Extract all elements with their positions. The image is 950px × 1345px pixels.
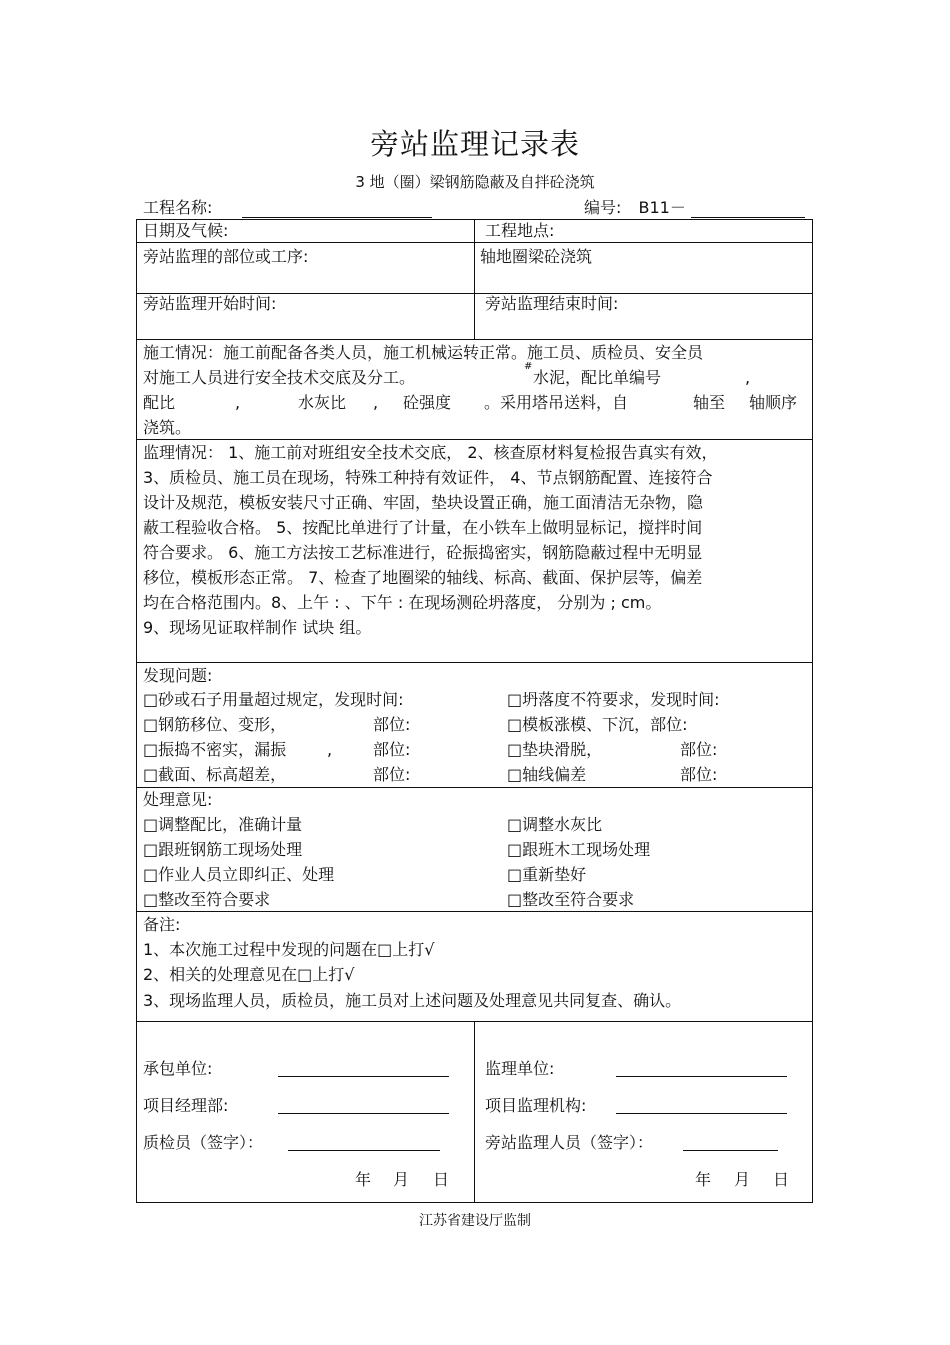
problem-checkbox[interactable]: □振捣不密实，漏振 [143,740,287,759]
supervision-line: 3、质检员、施工员在现场，特殊工种持有效证件， 4、节点钢筋配置、连接符合 [143,468,713,487]
handling-checkbox[interactable]: □调整水灰比 [507,815,603,834]
handling-checkbox[interactable]: □作业人员立即纠正、处理 [143,865,335,884]
remark-line: 3、现场监理人员，质检员，施工员对上述问题及处理意见共同复查、确认。 [143,991,682,1010]
supervision-org-field[interactable] [485,1096,586,1116]
issuer-footer: 江苏省建设厅监制 [419,1213,531,1229]
problem-location-label: 部位: [373,715,411,734]
remarks-label: 备注: [143,915,181,934]
supervision-line: 监理情况： 1、施工前对班组安全技术交底， 2、核查原材料复检报告真实有效， [143,443,718,462]
problem-location-label: 部位: [680,740,718,759]
construction-line: 施工情况：施工前配备各类人员，施工机械运转正常。施工员、质检员、安全员 [143,343,704,362]
problem-location-label: 部位: [373,765,411,784]
construction-axis-to: 轴至 [693,393,726,412]
problem-checkbox[interactable]: □截面、标高超差， [143,765,287,784]
construction-line: 对施工人员进行安全技术交底及分工。 [143,368,416,387]
contractor-underline [278,1060,449,1077]
inspector-underline [288,1134,440,1151]
row-divider [136,787,813,788]
problem-checkbox[interactable]: □坍落度不符要求，发现时间: [507,690,720,709]
onsite-supervisor-underline [683,1134,778,1151]
supervision-line: 蔽工程验收合格。 5、按配比单进行了计量，在小铁车上做明显标记，搅拌时间 [143,518,703,537]
remark-line: 1、本次施工过程中发现的问题在□上打√ [143,940,435,959]
project-name-label: 工程名称: [143,198,213,217]
handling-checkbox[interactable]: □调整配比，准确计量 [143,815,303,834]
row-divider [136,662,813,663]
problem-separator: , [327,740,333,759]
number-underline [691,200,805,218]
construction-line: 水泥，配比单编号 [533,368,662,387]
problem-checkbox[interactable]: □钢筋移位、变形， [143,715,287,734]
project-name-field[interactable] [143,195,432,218]
problems-label: 发现问题: [143,666,213,685]
row-divider [136,911,813,912]
supervision-line: 移位，模板形态正常。 7、检查了地圈梁的轴线、标高、截面、保护层等，偏差 [143,568,703,587]
handling-checkbox[interactable]: □跟班木工现场处理 [507,840,651,859]
construction-separator: , [235,393,241,412]
supervision-line: 设计及规范，模板安装尺寸正确、牢固，垫块设置正确，施工面清洁无杂物，隐 [143,493,704,512]
supervisor-unit-label: 监理单位: [485,1059,555,1078]
project-manager-dept-field[interactable] [143,1096,228,1116]
handling-label: 处理意见: [143,790,213,809]
construction-line: 浇筑。 [143,418,192,437]
cement-grade-mark: # [524,361,533,372]
row-divider [136,339,813,340]
supervisor-unit-field[interactable] [485,1059,554,1079]
project-manager-dept-underline [278,1097,449,1114]
day-label: 日 [433,1170,450,1189]
project-name-underline [242,200,432,218]
column-divider [474,219,475,339]
date-weather-label: 日期及气候: [143,221,229,240]
part-value: 轴地圈梁砼浇筑 [480,247,593,266]
contractor-field[interactable] [143,1059,212,1079]
number-prefix: B11－ [638,198,686,217]
number-label: 编号: [584,198,622,217]
supervision-org-label: 项目监理机构: [485,1096,587,1115]
problem-checkbox[interactable]: □砂或石子用量超过规定，发现时间: [143,690,404,709]
construction-strength: 砼强度 [403,393,452,412]
month-label: 月 [734,1170,751,1189]
problem-checkbox[interactable]: □轴线偏差 [507,765,587,784]
onsite-supervisor-label: 旁站监理人员（签字）： [485,1133,654,1152]
handling-checkbox[interactable]: □整改至符合要求 [143,890,271,909]
end-time-label: 旁站监理结束时间: [485,294,619,313]
supervision-line: 符合要求。 6、施工方法按工艺标准进行，砼振捣密实，钢筋隐蔽过程中无明显 [143,543,703,562]
construction-line: , [745,368,751,387]
problem-checkbox[interactable]: □模板涨模、下沉，部位: [507,715,688,734]
supervision-line: 9、现场见证取样制作 试块 组。 [143,618,372,637]
part-label: 旁站监理的部位或工序: [143,247,309,266]
construction-axis-order: 轴顺序 [749,393,798,412]
problem-location-label: 部位: [680,765,718,784]
onsite-supervisor-signature-field[interactable] [485,1133,653,1153]
problem-location-label: 部位: [373,740,411,759]
inspector-signature-field[interactable] [143,1133,263,1153]
supervision-org-underline [616,1097,787,1114]
handling-checkbox[interactable]: □跟班钢筋工现场处理 [143,840,303,859]
inspector-label: 质检员（签字）： [143,1133,264,1152]
supervisor-unit-underline [616,1060,787,1077]
handling-checkbox[interactable]: □整改至符合要求 [507,890,635,909]
number-field[interactable] [584,195,805,218]
row-divider [136,439,813,440]
construction-separator: , [373,393,379,412]
year-label: 年 [355,1170,372,1189]
problem-checkbox[interactable]: □垫块滑脱， [507,740,603,759]
form-subtitle: 3 地（圈）梁钢筋隐蔽及自拌砼浇筑 [355,173,595,191]
month-label: 月 [393,1170,410,1189]
remark-line: 2、相关的处理意见在□上打√ [143,965,355,984]
location-label: 工程地点: [485,221,555,240]
day-label: 日 [773,1170,790,1189]
supervision-line: 均在合格范围内。8、上午 : 、下午 : 在现场测砼坍落度， 分别为 ; cm。 [143,593,662,612]
year-label: 年 [695,1170,712,1189]
construction-mix-ratio: 配比 [143,393,176,412]
contractor-label: 承包单位: [143,1059,213,1078]
construction-water-cement: 水灰比 [298,393,347,412]
start-time-label: 旁站监理开始时间: [143,294,277,313]
page-title: 旁站监理记录表 [369,127,580,161]
handling-checkbox[interactable]: □重新垫好 [507,865,587,884]
construction-crane: 。采用塔吊送料，自 [484,393,629,412]
column-divider [474,1021,475,1203]
project-manager-dept-label: 项目经理部: [143,1096,229,1115]
